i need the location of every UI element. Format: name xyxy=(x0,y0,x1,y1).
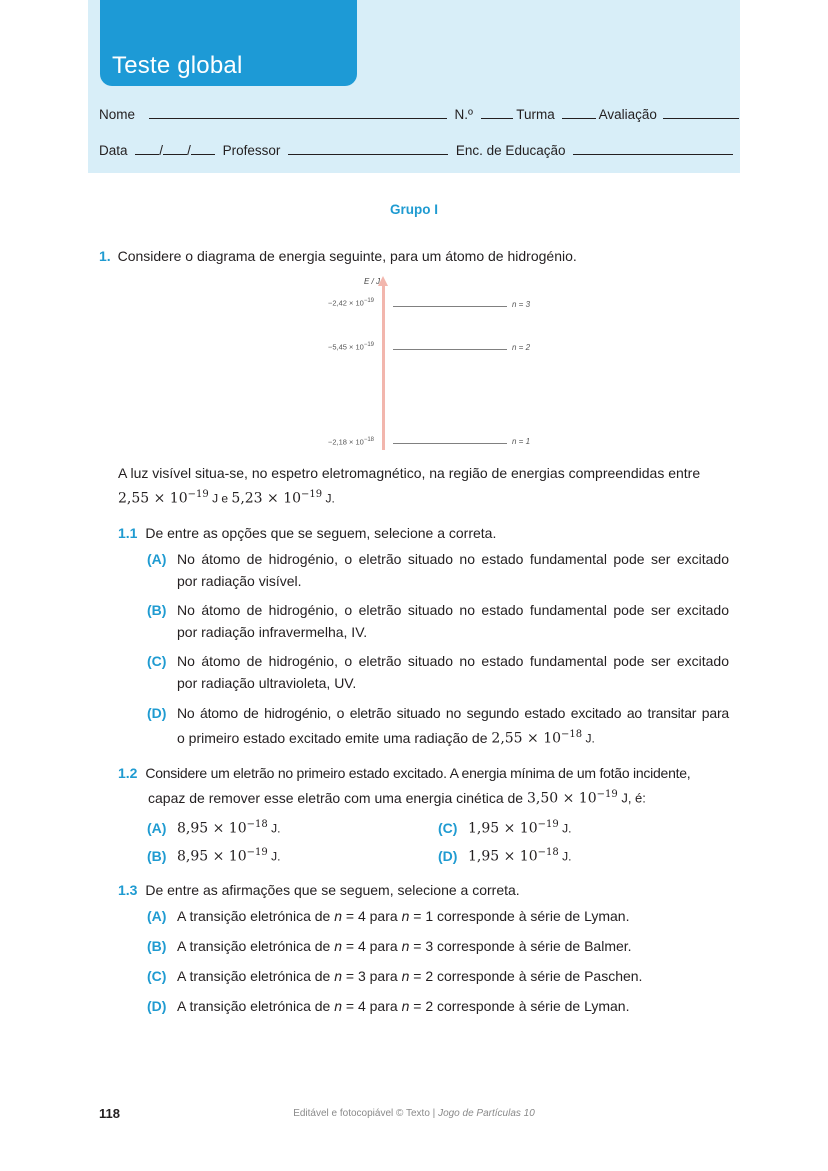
enc-educacao-field[interactable] xyxy=(573,142,733,155)
avaliacao-field[interactable] xyxy=(663,106,739,119)
date-separator: / xyxy=(159,143,164,158)
question-1-1 xyxy=(118,522,496,544)
level-label: n = 1 xyxy=(512,437,531,446)
energy-level-line xyxy=(393,443,507,444)
level-value: $-2,42 \times 10^{-19}$ xyxy=(327,298,374,308)
turma-field[interactable] xyxy=(562,106,596,119)
question-1-3 xyxy=(118,879,520,901)
question-prompt: De entre as opções que se seguem, selecione a correta. xyxy=(145,525,497,541)
option-1-3-c[interactable]: (C) A transição eletrónica de n = 3 para n = 2 corresponde à série de Paschen. xyxy=(147,968,643,984)
option-1-2-d[interactable]: (D) $1,95 \times 10^{-18}$ J. xyxy=(438,847,572,865)
question-prompt: Considere o diagrama de energia seguinte, para um átomo de hidrogénio. xyxy=(117,248,577,264)
professor-label: Professor xyxy=(222,143,281,158)
data-year-field[interactable] xyxy=(191,142,215,155)
question-1-2: 1.2 Considere um eletrão no primeiro estado excitado. A energia mínima de um fotão incidente, capaz de remover esse eletrão com uma energia cinética de $3,50 \times 10^{-19}$ J, é: xyxy=(118,765,691,807)
option-1-2-a[interactable]: (A) $8,95 \times 10^{-18}$ J. xyxy=(147,819,281,837)
level-label: n = 2 xyxy=(512,343,531,352)
option-1-1-c[interactable]: (C) No átomo de hidrogénio, o eletrão situado no estado fundamental pode ser excitado por radiação ultravioleta, UV. xyxy=(147,653,729,691)
question-prompt: De entre as afirmações que se seguem, selecione a correta. xyxy=(145,882,520,898)
level-value: $-5,45 \times 10^{-19}$ xyxy=(327,342,374,352)
nome-label: Nome xyxy=(99,107,136,122)
option-1-3-b[interactable]: (B) A transição eletrónica de n = 4 para n = 3 corresponde à série de Balmer. xyxy=(147,938,632,954)
turma-label: Turma xyxy=(516,107,555,122)
level-label: n = 3 xyxy=(512,300,531,309)
data-day-field[interactable] xyxy=(135,142,159,155)
question-number: 1.1 xyxy=(118,525,138,541)
footer-credit: Editável e fotocopiável © Texto | Jogo de Partículas 10 xyxy=(293,1108,535,1119)
date-separator: / xyxy=(187,143,191,158)
axis-label: E / J xyxy=(363,277,380,286)
energy-axis xyxy=(382,282,385,450)
question-1 xyxy=(99,245,577,267)
question-number: 1.3 xyxy=(118,882,138,898)
page-title: Teste global xyxy=(112,52,243,79)
energy-level-diagram xyxy=(300,272,550,452)
option-1-3-a[interactable]: (A) A transição eletrónica de n = 4 para n = 1 corresponde à série de Lyman. xyxy=(147,908,630,924)
question-number: 1.2 xyxy=(118,765,138,781)
option-1-2-b[interactable]: (B) $8,95 \times 10^{-19}$ J. xyxy=(147,847,281,865)
nome-field[interactable] xyxy=(149,106,447,119)
energy-level-line xyxy=(393,306,507,307)
question-prompt: Considere um eletrão no primeiro estado excitado. A energia mínima de um fotão incidente, xyxy=(145,765,691,781)
energy-level-line xyxy=(393,349,507,350)
data-month-field[interactable] xyxy=(163,142,187,155)
numero-field[interactable] xyxy=(481,106,513,119)
option-1-1-d[interactable]: (D) No átomo de hidrogénio, o eletrão situado no segundo estado excitado ao transitar para o primeiro estado excitado emite uma radiação de $2,55 \times 10^{-18}$ J. xyxy=(147,705,729,747)
option-1-1-b[interactable]: (B) No átomo de hidrogénio, o eletrão situado no estado fundamental pode ser excitado por radiação infravermelha, IV. xyxy=(147,602,729,640)
data-label: Data xyxy=(99,143,128,158)
student-info-row xyxy=(99,106,731,122)
avaliacao-label: Avaliação xyxy=(598,107,657,122)
option-1-1-a[interactable]: (A) No átomo de hidrogénio, o eletrão situado no estado fundamental pode ser excitado por radiação visível. xyxy=(147,551,729,589)
date-teacher-row xyxy=(99,142,731,158)
title-tab xyxy=(100,0,357,86)
option-1-2-c[interactable]: (C) $1,95 \times 10^{-19}$ J. xyxy=(438,819,572,837)
group-title: Grupo I xyxy=(390,202,438,217)
numero-label: N.º xyxy=(454,107,473,122)
page-number: 118 xyxy=(99,1106,120,1121)
level-value: $-2,18 \times 10^{-18}$ xyxy=(327,437,374,447)
option-1-3-d[interactable]: (D) A transição eletrónica de n = 4 para n = 2 corresponde à série de Lyman. xyxy=(147,998,630,1014)
context-paragraph: A luz visível situa-se, no espetro eletromagnético, na região de energias compreendidas entre $2,55 \times 10^{-19}$ J e $5,23 \times 10^{-19}$ J. xyxy=(118,465,701,507)
enc-educacao-label: Enc. de Educação xyxy=(455,143,566,158)
question-number: 1. xyxy=(99,248,111,264)
professor-field[interactable] xyxy=(288,142,448,155)
